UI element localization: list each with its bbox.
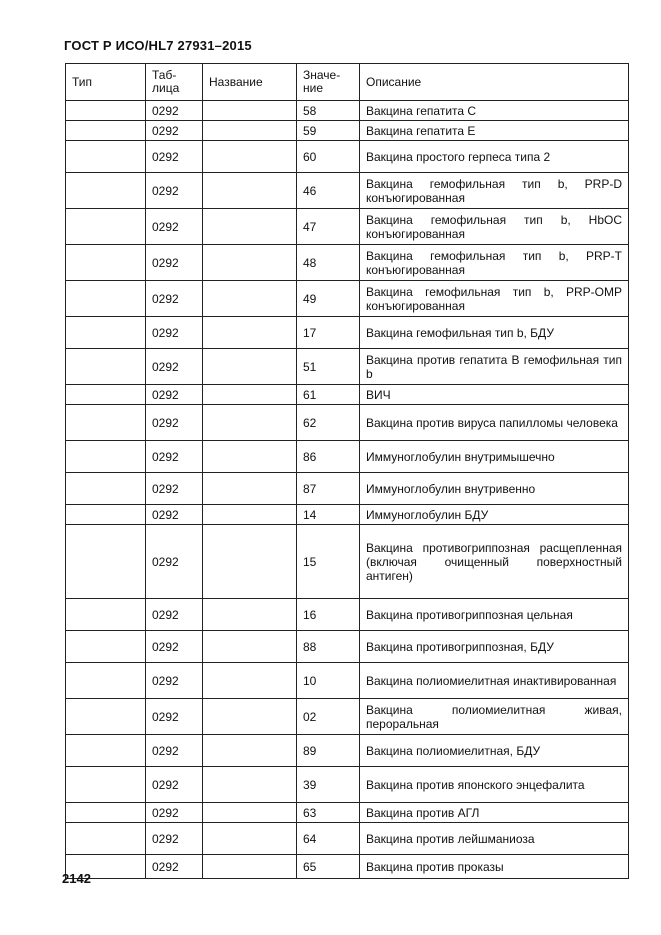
- cell-value: 14: [297, 505, 360, 525]
- cell-description: Вакцина гемофильная тип b, HbOC конъюгированная: [360, 209, 629, 245]
- cell-name: [203, 505, 297, 525]
- cell-name: [203, 209, 297, 245]
- cell-value: 59: [297, 121, 360, 141]
- cell-value: 63: [297, 803, 360, 823]
- table-row: [66, 663, 629, 699]
- cell-type: [66, 405, 146, 441]
- cell-value: 49: [297, 281, 360, 317]
- cell-value: 65: [297, 855, 360, 879]
- cell-value: 62: [297, 405, 360, 441]
- cell-value: 88: [297, 631, 360, 663]
- cell-type: [66, 349, 146, 385]
- table-row: [66, 505, 629, 525]
- cell-description: Вакцина гепатита С: [360, 101, 629, 121]
- table-row: [66, 855, 629, 879]
- cell-type: [66, 767, 146, 803]
- cell-name: [203, 823, 297, 855]
- cell-description: Вакцина против гепатита В гемофильная тип b: [360, 349, 629, 385]
- cell-value: 89: [297, 735, 360, 767]
- cell-type: [66, 631, 146, 663]
- cell-name: [203, 121, 297, 141]
- cell-description: Вакцина противогриппозная цельная: [360, 599, 629, 631]
- cell-value: 61: [297, 385, 360, 405]
- cell-type: [66, 663, 146, 699]
- table-row: [66, 121, 629, 141]
- cell-name: [203, 173, 297, 209]
- cell-description: Вакцина против вируса папилломы человека: [360, 405, 629, 441]
- cell-type: [66, 101, 146, 121]
- cell-table: 0292: [146, 101, 203, 121]
- cell-type: [66, 121, 146, 141]
- table-row: [66, 209, 629, 245]
- cell-value: 10: [297, 663, 360, 699]
- table-row: [66, 631, 629, 663]
- cell-description: Иммуноглобулин БДУ: [360, 505, 629, 525]
- cell-table: 0292: [146, 281, 203, 317]
- cell-value: 58: [297, 101, 360, 121]
- cell-name: [203, 855, 297, 879]
- cell-description: Вакцина против проказы: [360, 855, 629, 879]
- cell-value: 39: [297, 767, 360, 803]
- cell-table: 0292: [146, 663, 203, 699]
- cell-value: 48: [297, 245, 360, 281]
- cell-name: [203, 385, 297, 405]
- vaccine-code-table: [65, 63, 629, 879]
- cell-value: 02: [297, 699, 360, 735]
- table-header-row: [66, 64, 629, 101]
- cell-description: Вакцина противогриппозная, БДУ: [360, 631, 629, 663]
- cell-table: 0292: [146, 349, 203, 385]
- cell-name: [203, 599, 297, 631]
- cell-name: [203, 631, 297, 663]
- cell-table: 0292: [146, 141, 203, 173]
- cell-type: [66, 209, 146, 245]
- table-row: [66, 767, 629, 803]
- cell-type: [66, 735, 146, 767]
- cell-description: Вакцина гемофильная тип b, PRP-D конъюгированная: [360, 173, 629, 209]
- cell-type: [66, 317, 146, 349]
- table-row: [66, 281, 629, 317]
- cell-value: 46: [297, 173, 360, 209]
- cell-value: 60: [297, 141, 360, 173]
- cell-table: 0292: [146, 317, 203, 349]
- cell-description: Вакцина гемофильная тип b, PRP-OMP конъюгированная: [360, 281, 629, 317]
- cell-table: 0292: [146, 767, 203, 803]
- cell-type: [66, 699, 146, 735]
- table-row: [66, 385, 629, 405]
- cell-type: [66, 823, 146, 855]
- cell-name: [203, 803, 297, 823]
- table-row: [66, 473, 629, 505]
- cell-name: [203, 473, 297, 505]
- cell-value: 17: [297, 317, 360, 349]
- table-row: [66, 735, 629, 767]
- cell-type: [66, 803, 146, 823]
- cell-type: [66, 505, 146, 525]
- cell-type: [66, 245, 146, 281]
- cell-table: 0292: [146, 173, 203, 209]
- cell-description: Вакцина против лейшманиоза: [360, 823, 629, 855]
- cell-description: ВИЧ: [360, 385, 629, 405]
- table-row: [66, 823, 629, 855]
- cell-name: [203, 245, 297, 281]
- cell-table: 0292: [146, 441, 203, 473]
- cell-table: 0292: [146, 599, 203, 631]
- cell-description: Вакцина полиомиелитная, БДУ: [360, 735, 629, 767]
- table-row: [66, 349, 629, 385]
- table-row: [66, 525, 629, 599]
- cell-table: 0292: [146, 385, 203, 405]
- cell-table: 0292: [146, 245, 203, 281]
- cell-table: 0292: [146, 121, 203, 141]
- cell-value: 47: [297, 209, 360, 245]
- cell-type: [66, 473, 146, 505]
- cell-name: [203, 441, 297, 473]
- table-row: [66, 599, 629, 631]
- cell-value: 86: [297, 441, 360, 473]
- cell-type: [66, 441, 146, 473]
- cell-table: 0292: [146, 699, 203, 735]
- cell-name: [203, 405, 297, 441]
- cell-description: Вакцина гепатита Е: [360, 121, 629, 141]
- cell-table: 0292: [146, 803, 203, 823]
- cell-description: Вакцина противогриппозная расщепленная (включая очищенный поверхностный антиген): [360, 525, 629, 599]
- cell-table: 0292: [146, 505, 203, 525]
- table-row: [66, 173, 629, 209]
- cell-type: [66, 385, 146, 405]
- cell-type: [66, 599, 146, 631]
- cell-value: 64: [297, 823, 360, 855]
- cell-type: [66, 525, 146, 599]
- table-row: [66, 441, 629, 473]
- cell-type: [66, 173, 146, 209]
- cell-description: Иммуноглобулин внутривенно: [360, 473, 629, 505]
- column-header-description: Описание: [360, 64, 629, 101]
- cell-description: Вакцина простого герпеса типа 2: [360, 141, 629, 173]
- cell-table: 0292: [146, 855, 203, 879]
- table-row: [66, 101, 629, 121]
- cell-table: 0292: [146, 735, 203, 767]
- cell-name: [203, 101, 297, 121]
- cell-name: [203, 317, 297, 349]
- column-header-name: Название: [203, 64, 297, 101]
- cell-value: 87: [297, 473, 360, 505]
- cell-type: [66, 141, 146, 173]
- cell-description: Вакцина против АГЛ: [360, 803, 629, 823]
- cell-description: Вакцина полиомиелитная живая, пероральная: [360, 699, 629, 735]
- cell-description: Вакцина гемофильная тип b, PRP-T конъюгированная: [360, 245, 629, 281]
- cell-table: 0292: [146, 525, 203, 599]
- cell-description: Вакцина гемофильная тип b, БДУ: [360, 317, 629, 349]
- document-header-title: ГОСТ Р ИСО/HL7 27931–2015: [64, 38, 252, 53]
- table-row: [66, 317, 629, 349]
- cell-name: [203, 141, 297, 173]
- cell-name: [203, 699, 297, 735]
- cell-table: 0292: [146, 405, 203, 441]
- table-row: [66, 405, 629, 441]
- table-row: [66, 245, 629, 281]
- cell-name: [203, 767, 297, 803]
- cell-value: 15: [297, 525, 360, 599]
- cell-name: [203, 281, 297, 317]
- cell-type: [66, 281, 146, 317]
- page-number: 2142: [62, 871, 91, 886]
- cell-description: Вакцина полиомиелитная инактивированная: [360, 663, 629, 699]
- cell-table: 0292: [146, 473, 203, 505]
- cell-value: 16: [297, 599, 360, 631]
- column-header-type: Тип: [66, 64, 146, 101]
- cell-description: Вакцина против японского энцефалита: [360, 767, 629, 803]
- cell-name: [203, 663, 297, 699]
- column-header-table: Таб- лица: [146, 64, 203, 101]
- table-row: [66, 699, 629, 735]
- cell-name: [203, 735, 297, 767]
- cell-name: [203, 349, 297, 385]
- cell-value: 51: [297, 349, 360, 385]
- cell-name: [203, 525, 297, 599]
- table-row: [66, 803, 629, 823]
- table-row: [66, 141, 629, 173]
- cell-table: 0292: [146, 631, 203, 663]
- cell-table: 0292: [146, 823, 203, 855]
- cell-description: Иммуноглобулин внутримышечно: [360, 441, 629, 473]
- column-header-value: Значе- ние: [297, 64, 360, 101]
- cell-table: 0292: [146, 209, 203, 245]
